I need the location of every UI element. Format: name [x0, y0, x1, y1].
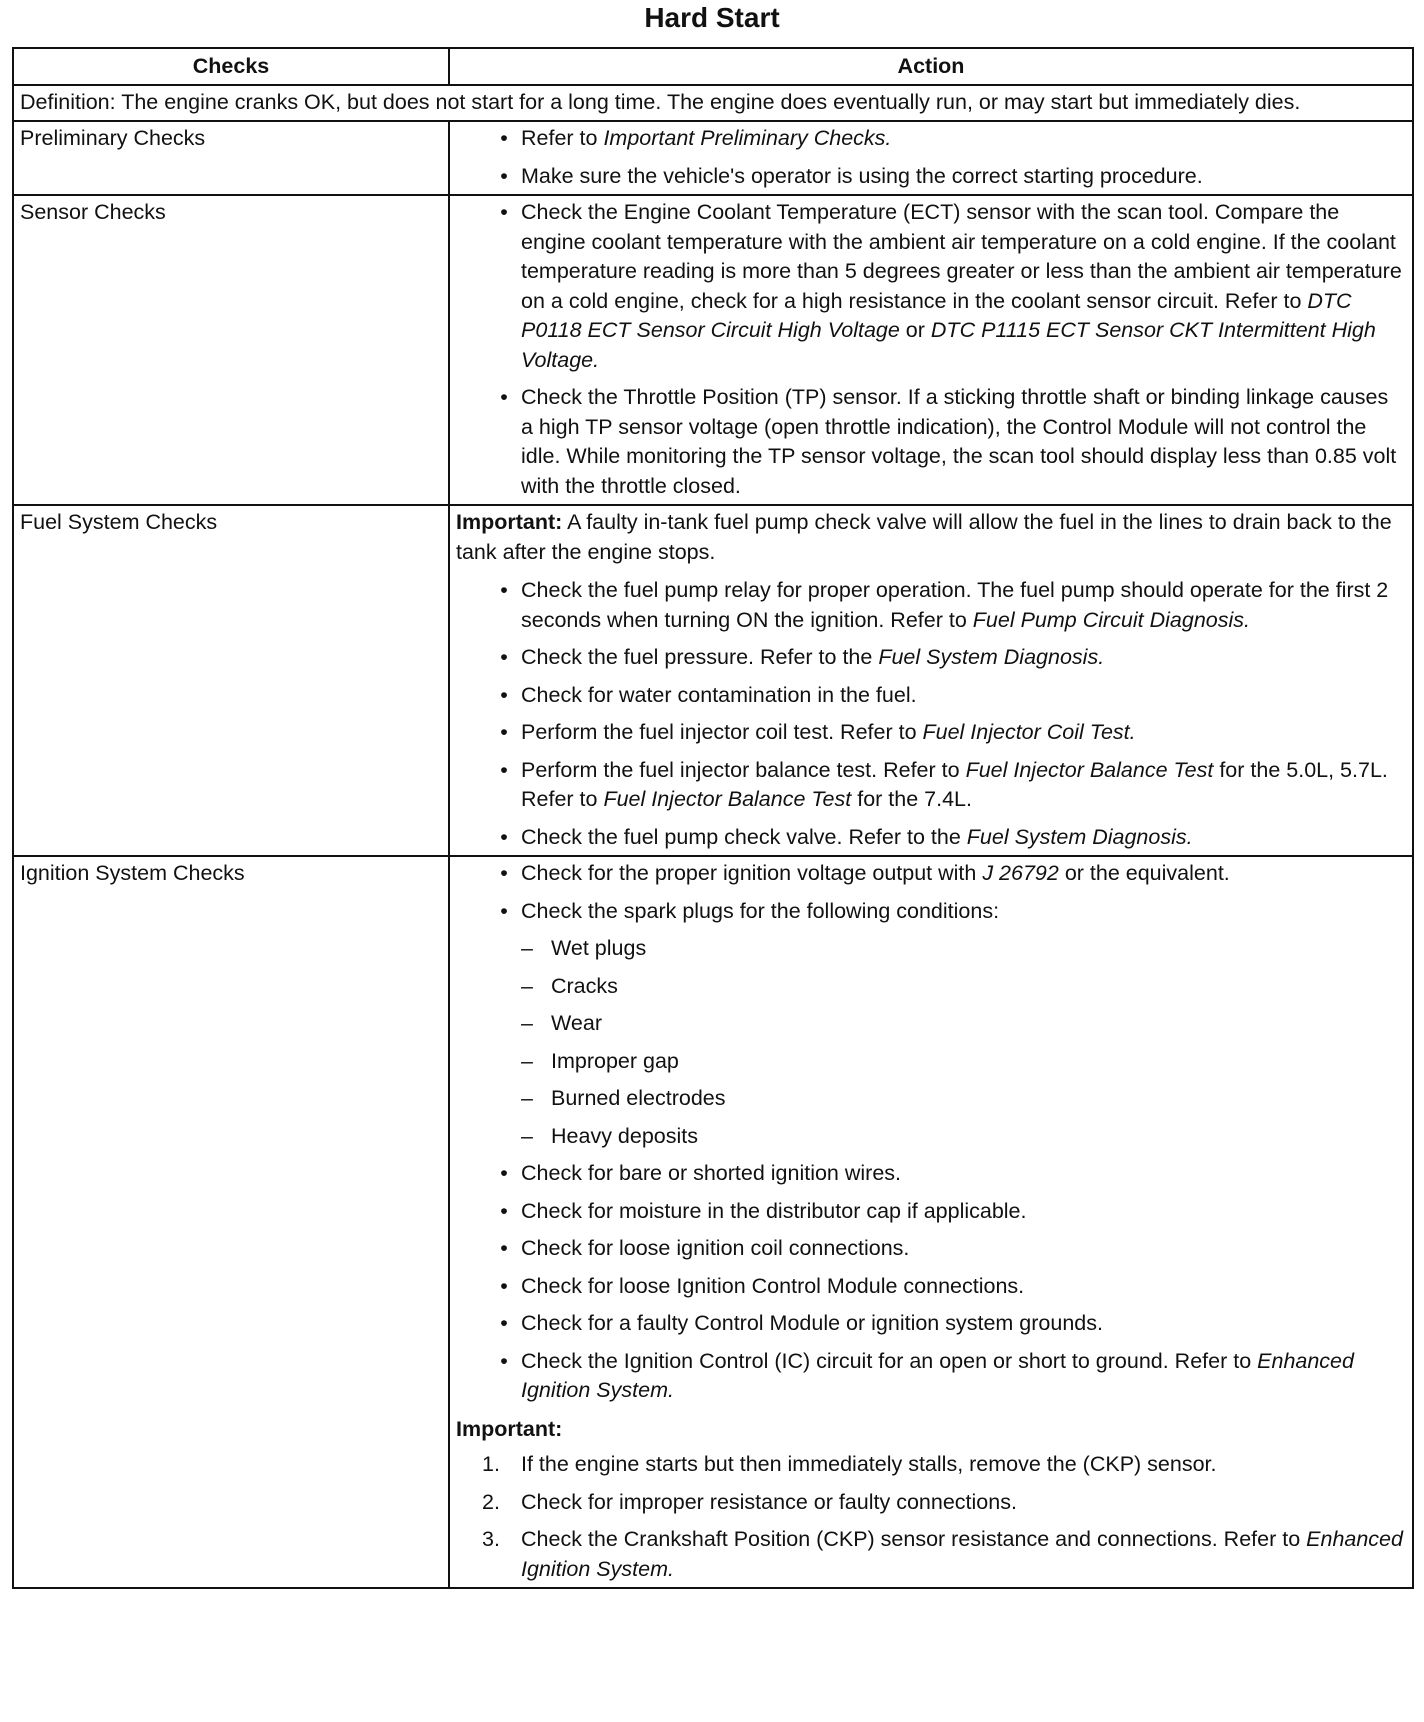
numbered-item: [456, 1450, 1406, 1480]
sensor-checks-actions: [449, 195, 1413, 505]
list-item: [456, 756, 1406, 815]
diagnostic-table: [12, 47, 1414, 1589]
item-text: Check the spark plugs for the following conditions:: [521, 898, 1000, 923]
bullet-marker: •: [500, 385, 508, 409]
bullet-list: [456, 198, 1406, 501]
list-item: [456, 1159, 1406, 1189]
condition-text: Wet plugs: [551, 936, 647, 960]
item-text: Check the fuel pressure. Refer to the: [521, 645, 879, 669]
important-note: [456, 508, 1406, 567]
important-note: [456, 1415, 1406, 1445]
bullet-marker: •: [500, 898, 508, 923]
bullet-marker: •: [500, 163, 508, 188]
item-text: Check for bare or shorted ignition wires.: [521, 1161, 902, 1185]
list-item: [456, 1234, 1406, 1264]
condition-text: Heavy deposits: [551, 1123, 698, 1148]
bullet-marker: •: [500, 1273, 508, 1298]
condition-item: [521, 1084, 1406, 1114]
condition-text: Wear: [551, 1011, 602, 1035]
condition-item: [521, 1009, 1406, 1039]
sensor-checks-label: Sensor Checks: [13, 195, 449, 505]
list-item: [456, 1197, 1406, 1227]
bullet-marker: •: [500, 757, 508, 782]
bullet-marker: •: [500, 1236, 508, 1260]
ignition-system-checks-row: [13, 856, 1413, 1588]
bullet-list: [456, 124, 1406, 191]
reference-text: Fuel Pump Circuit Diagnosis.: [972, 607, 1250, 632]
item-text: Check the fuel pump check valve. Refer to the: [521, 824, 967, 849]
list-item: [456, 124, 1406, 154]
dash-marker: –: [521, 1011, 533, 1035]
condition-list: [521, 934, 1406, 1151]
list-item: [456, 643, 1406, 673]
bullet-marker: •: [500, 1311, 508, 1335]
condition-text: Burned electrodes: [551, 1086, 726, 1110]
ignition-system-checks-actions: [449, 856, 1413, 1588]
list-item: [456, 823, 1406, 853]
item-text: Check for loose Ignition Control Module connections.: [521, 1273, 1025, 1298]
condition-item: [521, 972, 1406, 1002]
step-text: Check for improper resistance or faulty connections.: [521, 1489, 1017, 1514]
step-number: 2.: [482, 1489, 500, 1514]
step-number: 3.: [482, 1527, 500, 1551]
reference-text: DTC P0118 ECT Sensor Circuit High Voltage: [521, 288, 1352, 342]
item-text: for the 7.4L.: [851, 787, 972, 811]
bullet-marker: •: [500, 720, 508, 744]
bullet-list: [456, 859, 1406, 1406]
item-text: or: [899, 318, 931, 342]
list-item: [456, 681, 1406, 711]
important-text: A faulty in-tank fuel pump check valve will allow the fuel in the lines to drain back to the tank after the engine stops.: [456, 510, 1392, 564]
reference-text: Fuel Injector Balance Test: [603, 787, 852, 811]
header-row: [13, 48, 1413, 85]
item-text: Check for water contamination in the fuel.: [521, 682, 917, 707]
fuel-system-checks-row: [13, 505, 1413, 856]
sensor-checks-row: [13, 195, 1413, 505]
reference-text: Fuel System Diagnosis.: [966, 824, 1193, 849]
dash-marker: –: [521, 1123, 533, 1148]
definition-row: [13, 85, 1413, 122]
dash-marker: –: [521, 1048, 533, 1073]
item-text: Refer to: [521, 126, 604, 150]
preliminary-checks-label: Preliminary Checks: [13, 121, 449, 195]
step-number: 1.: [482, 1452, 500, 1476]
numbered-list: [456, 1450, 1406, 1584]
bullet-marker: •: [500, 1161, 508, 1185]
bullet-marker: •: [500, 200, 508, 224]
list-item: [456, 162, 1406, 192]
reference-text: DTC P1115 ECT Sensor CKT Intermittent High Voltage.: [521, 318, 1376, 372]
condition-text: Cracks: [551, 973, 618, 998]
numbered-item: [456, 1525, 1406, 1584]
condition-item: [521, 1047, 1406, 1077]
reference-text: Enhanced Ignition System.: [521, 1527, 1403, 1581]
item-text: Perform the fuel injector coil test. Refer to: [521, 720, 923, 744]
bullet-marker: •: [500, 126, 508, 150]
dash-marker: –: [521, 973, 533, 998]
important-label: Important:: [456, 510, 563, 534]
item-text: Check the Engine Coolant Temperature (ECT) sensor with the scan tool. Compare the engine coolant temperature with the ambient air temperature on a cold engine. If the coolant temperature reading is more than 5 degrees greater or less than the ambient air temperature on a cold engine, check for a high resistance in the coolant sensor circuit. Refer to: [521, 200, 1402, 313]
condition-text: Improper gap: [551, 1048, 679, 1073]
item-text: Check the fuel pump relay for proper operation. The fuel pump should operate for the first 2 seconds when turning ON the ignition. Refer to: [521, 578, 1389, 632]
condition-item: [521, 1122, 1406, 1152]
fuel-system-checks-actions: [449, 505, 1413, 856]
list-item: [456, 383, 1406, 501]
list-item: [456, 1309, 1406, 1339]
item-text: Check for moisture in the distributor cap if applicable.: [521, 1198, 1027, 1223]
action-column-header: Action: [449, 48, 1413, 85]
list-item: [456, 718, 1406, 748]
ignition-system-checks-label: Ignition System Checks: [13, 856, 449, 1588]
definition-text: Definition: The engine cranks OK, but does not start for a long time. The engine does eventually run, or may start but immediately dies.: [13, 85, 1413, 122]
dash-marker: –: [521, 1086, 533, 1110]
dash-marker: –: [521, 936, 533, 960]
reference-text: Fuel Injector Coil Test.: [922, 720, 1136, 744]
list-item: [456, 198, 1406, 375]
item-text: Make sure the vehicle's operator is using the correct starting procedure.: [521, 163, 1203, 188]
preliminary-checks-row: [13, 121, 1413, 195]
item-text: Check the Throttle Position (TP) sensor. If a sticking throttle shaft or binding linkage causes a high TP sensor voltage (open throttle indication), the Control Module will not control the idle. While monitoring the TP sensor voltage, the scan tool should display less than 0.85 volt with the throttle closed.: [521, 385, 1397, 498]
tool-reference: J 26792: [982, 861, 1059, 885]
reference-text: Enhanced Ignition System.: [521, 1348, 1354, 1402]
reference-text: Fuel System Diagnosis.: [878, 645, 1105, 669]
condition-item: [521, 934, 1406, 964]
item-text: Check the Ignition Control (IC) circuit for an open or short to ground. Refer to: [521, 1348, 1258, 1373]
bullet-marker: •: [500, 578, 508, 602]
item-text: or the equivalent.: [1058, 861, 1230, 885]
bullet-marker: •: [500, 861, 508, 885]
reference-text: Fuel Injector Balance Test: [965, 757, 1214, 782]
item-text: Perform the fuel injector balance test. Refer to: [521, 757, 966, 782]
important-label: Important:: [456, 1416, 563, 1441]
numbered-item: [456, 1488, 1406, 1518]
bullet-list: [456, 576, 1406, 852]
bullet-marker: •: [500, 682, 508, 707]
list-item: [456, 897, 1406, 1152]
page-title: Hard Start: [644, 2, 780, 33]
bullet-marker: •: [500, 1198, 508, 1223]
reference-text: Important Preliminary Checks.: [603, 126, 892, 150]
item-text: Check for loose ignition coil connections.: [521, 1236, 910, 1260]
bullet-marker: •: [500, 824, 508, 849]
list-item: [456, 859, 1406, 889]
step-text: Check the Crankshaft Position (CKP) sensor resistance and connections. Refer to: [521, 1527, 1307, 1551]
item-text: for the 5.0L, 5.7L. Refer to: [521, 757, 1388, 811]
item-text: Check for the proper ignition voltage output with: [521, 861, 983, 885]
item-text: Check for a faulty Control Module or ignition system grounds.: [521, 1311, 1103, 1335]
list-item: [456, 1272, 1406, 1302]
list-item: [456, 1347, 1406, 1406]
checks-column-header: Checks: [13, 48, 449, 85]
preliminary-checks-actions: [449, 121, 1413, 195]
step-text: If the engine starts but then immediately stalls, remove the (CKP) sensor.: [521, 1452, 1217, 1476]
list-item: [456, 576, 1406, 635]
bullet-marker: •: [500, 1348, 508, 1373]
fuel-system-checks-label: Fuel System Checks: [13, 505, 449, 856]
bullet-marker: •: [500, 645, 508, 669]
